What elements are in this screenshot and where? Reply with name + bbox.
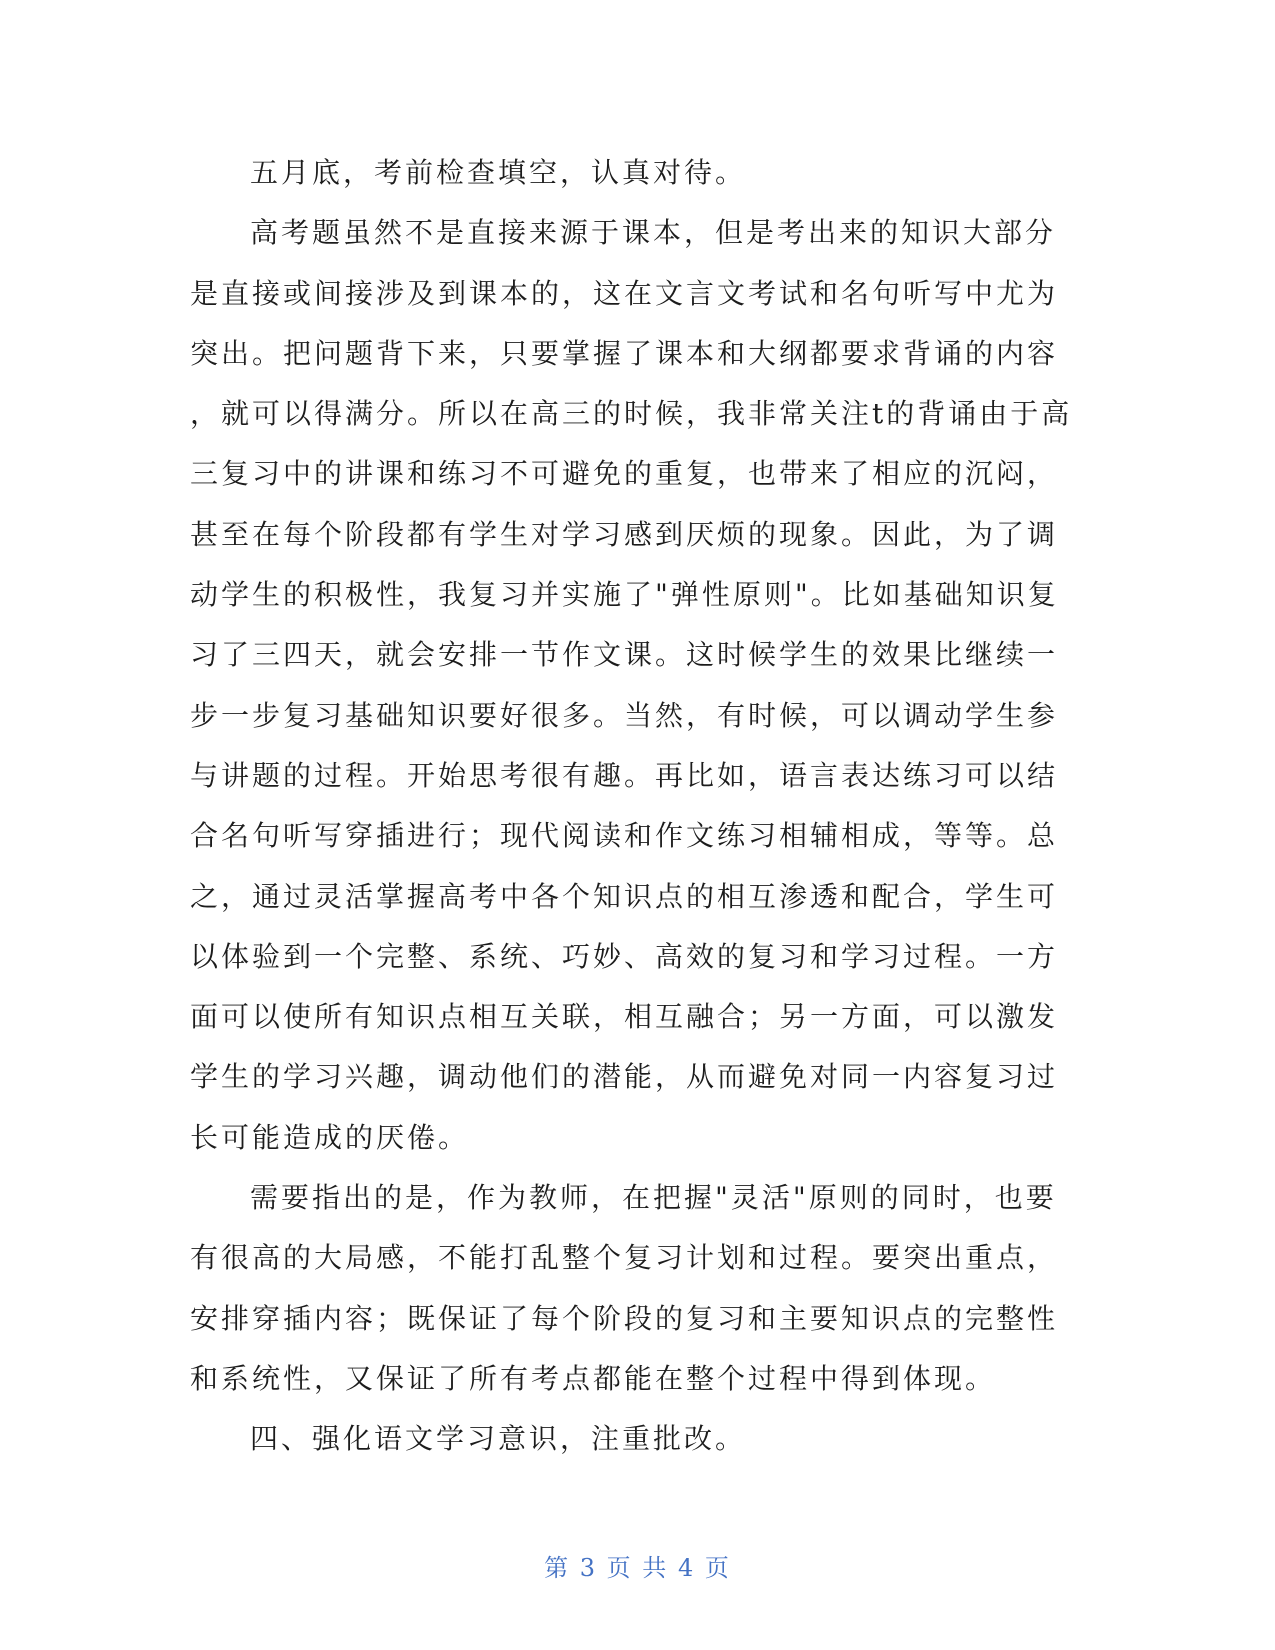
paragraph-line: 突出。把问题背下来，只要掌握了课本和大纲都要求背诵的内容 — [190, 336, 1059, 370]
paragraph-line: 之，通过灵活掌握高考中各个知识点的相互渗透和配合，学生可 — [190, 879, 1059, 913]
paragraph-line: 长可能造成的厌倦。 — [190, 1120, 470, 1154]
paragraph-line: ，就可以得满分。所以在高三的时候，我非常关注t的背诵由于高 — [190, 397, 1073, 431]
paragraph-line: 以体验到一个完整、系统、巧妙、高效的复习和学习过程。一方 — [190, 939, 1059, 973]
paragraph-line: 五月底，考前检查填空，认真对待。 — [250, 156, 747, 189]
paragraph-line: 面可以使所有知识点相互关联，相互融合；另一方面，可以激发 — [190, 1000, 1059, 1034]
paragraph-line: 是直接或间接涉及到课本的，这在文言文考试和名句听写中尤为 — [190, 276, 1059, 310]
paragraph-line: 与讲题的过程。开始思考很有趣。再比如，语言表达练习可以结 — [190, 758, 1059, 792]
paragraph-line: 高考题虽然不是直接来源于课本，但是考出来的知识大部分 — [250, 216, 1057, 250]
paragraph-line: 需要指出的是，作为教师，在把握"灵活"原则的同时，也要 — [250, 1181, 1057, 1215]
paragraph-line: 有很高的大局感，不能打乱整个复习计划和过程。要突出重点， — [190, 1241, 1059, 1275]
paragraph-line: 和系统性，又保证了所有考点都能在整个过程中得到体现。 — [190, 1361, 997, 1395]
paragraph-line: 学生的学习兴趣，调动他们的潜能，从而避免对同一内容复习过 — [190, 1060, 1059, 1094]
section-heading: 四、强化语文学习意识，注重批改。 — [250, 1422, 747, 1456]
page-number-footer: 第 3 页 共 4 页 — [544, 1554, 731, 1582]
paragraph-line: 合名句听写穿插进行；现代阅读和作文练习相辅相成，等等。总 — [190, 819, 1059, 853]
document-body — [190, 143, 1080, 1470]
paragraph-line: 甚至在每个阶段都有学生对学习感到厌烦的现象。因此，为了调 — [190, 517, 1059, 551]
paragraph-line: 步一步复习基础知识要好很多。当然，有时候，可以调动学生参 — [190, 698, 1059, 732]
paragraph-line: 三复习中的讲课和练习不可避免的重复，也带来了相应的沉闷， — [190, 457, 1059, 491]
paragraph-line: 动学生的积极性，我复习并实施了"弹性原则"。比如基础知识复 — [190, 578, 1059, 612]
paragraph-line: 安排穿插内容；既保证了每个阶段的复习和主要知识点的完整性 — [190, 1301, 1059, 1335]
paragraph-line: 习了三四天，就会安排一节作文课。这时候学生的效果比继续一 — [190, 638, 1059, 672]
